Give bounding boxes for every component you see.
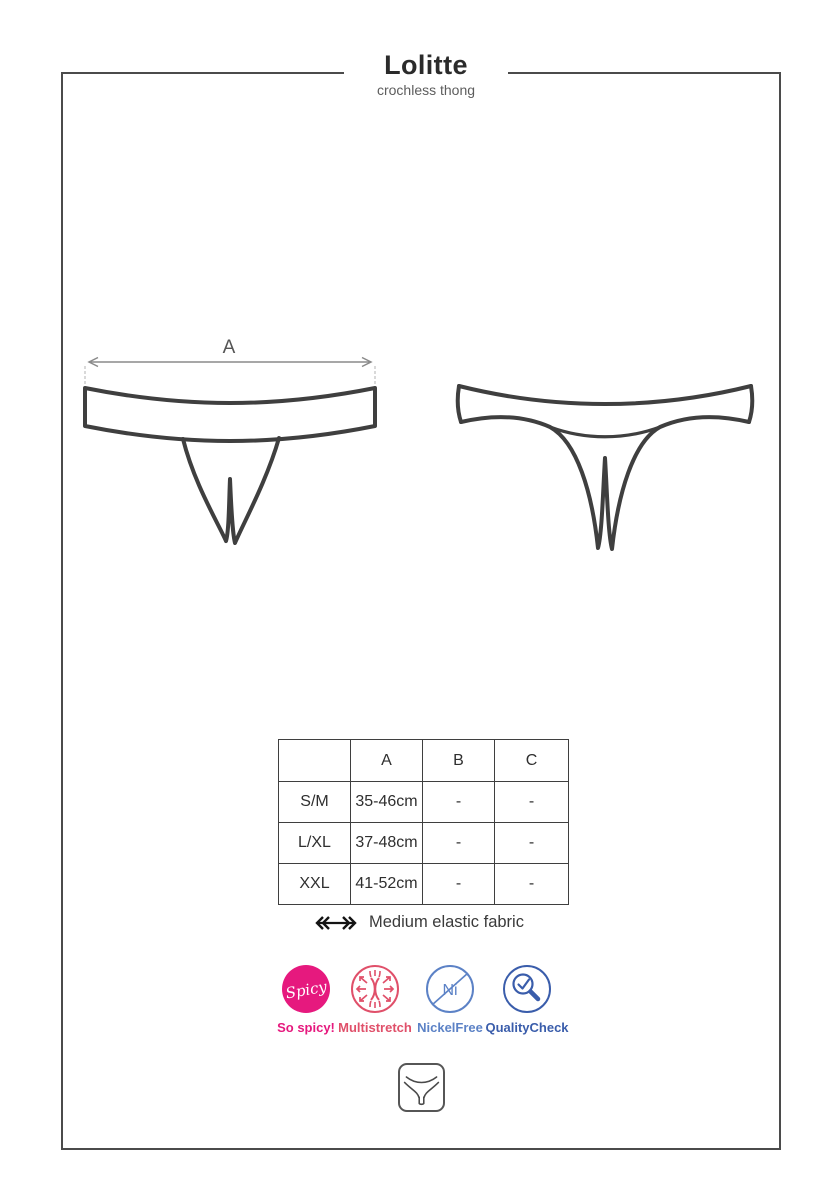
front-view-drawing [80, 338, 380, 558]
table-cell: - [495, 864, 569, 905]
nickel-free-icon [425, 964, 475, 1014]
table-cell: 35-46cm [351, 782, 423, 823]
size-cell: XXL [279, 864, 351, 905]
badge-label: NickelFree [417, 1020, 483, 1035]
table-header-cell [279, 740, 351, 782]
fabric-legend-label: Medium elastic fabric [369, 913, 524, 931]
badge-label: QualityCheck [485, 1020, 569, 1035]
badge-label: So spicy! [277, 1020, 335, 1035]
table-header-cell: C [495, 740, 569, 782]
table-cell: - [423, 864, 495, 905]
thong-back-drawing-icon [455, 330, 755, 555]
table-row [279, 864, 569, 905]
badge-label: Multistretch [338, 1020, 412, 1035]
back-view-drawing [455, 330, 755, 560]
table-header-cell: A [351, 740, 423, 782]
fabric-legend [312, 913, 524, 932]
badge-so-spicy [268, 964, 344, 1035]
footer-icon-box [398, 1063, 445, 1112]
table-header-row [279, 740, 569, 782]
table-cell: - [495, 782, 569, 823]
thong-icon [400, 1065, 443, 1110]
size-cell: S/M [279, 782, 351, 823]
size-table [278, 739, 569, 905]
table-row [279, 782, 569, 823]
page-title: Lolitte [384, 50, 468, 80]
multistretch-icon [350, 964, 400, 1014]
table-header-cell: B [423, 740, 495, 782]
thong-front-drawing-icon [80, 338, 380, 553]
table-row [279, 823, 569, 864]
spicy-icon-text: Spicy [284, 977, 329, 1003]
title-block [344, 50, 508, 103]
badge-multistretch [336, 964, 414, 1035]
double-arrow-icon [312, 915, 360, 931]
badge-nickel-free [410, 964, 490, 1035]
spicy-circle-icon [281, 964, 331, 1014]
page-subtitle: crochless thong [376, 82, 476, 98]
quality-check-icon [502, 964, 552, 1014]
table-cell: 37-48cm [351, 823, 423, 864]
table-cell: - [495, 823, 569, 864]
table-cell: 41-52cm [351, 864, 423, 905]
nickel-icon-text: Ni [442, 982, 458, 999]
size-cell: L/XL [279, 823, 351, 864]
badge-quality-check [484, 964, 570, 1035]
table-cell: - [423, 823, 495, 864]
table-cell: - [423, 782, 495, 823]
measurement-a-label: A [222, 337, 236, 358]
